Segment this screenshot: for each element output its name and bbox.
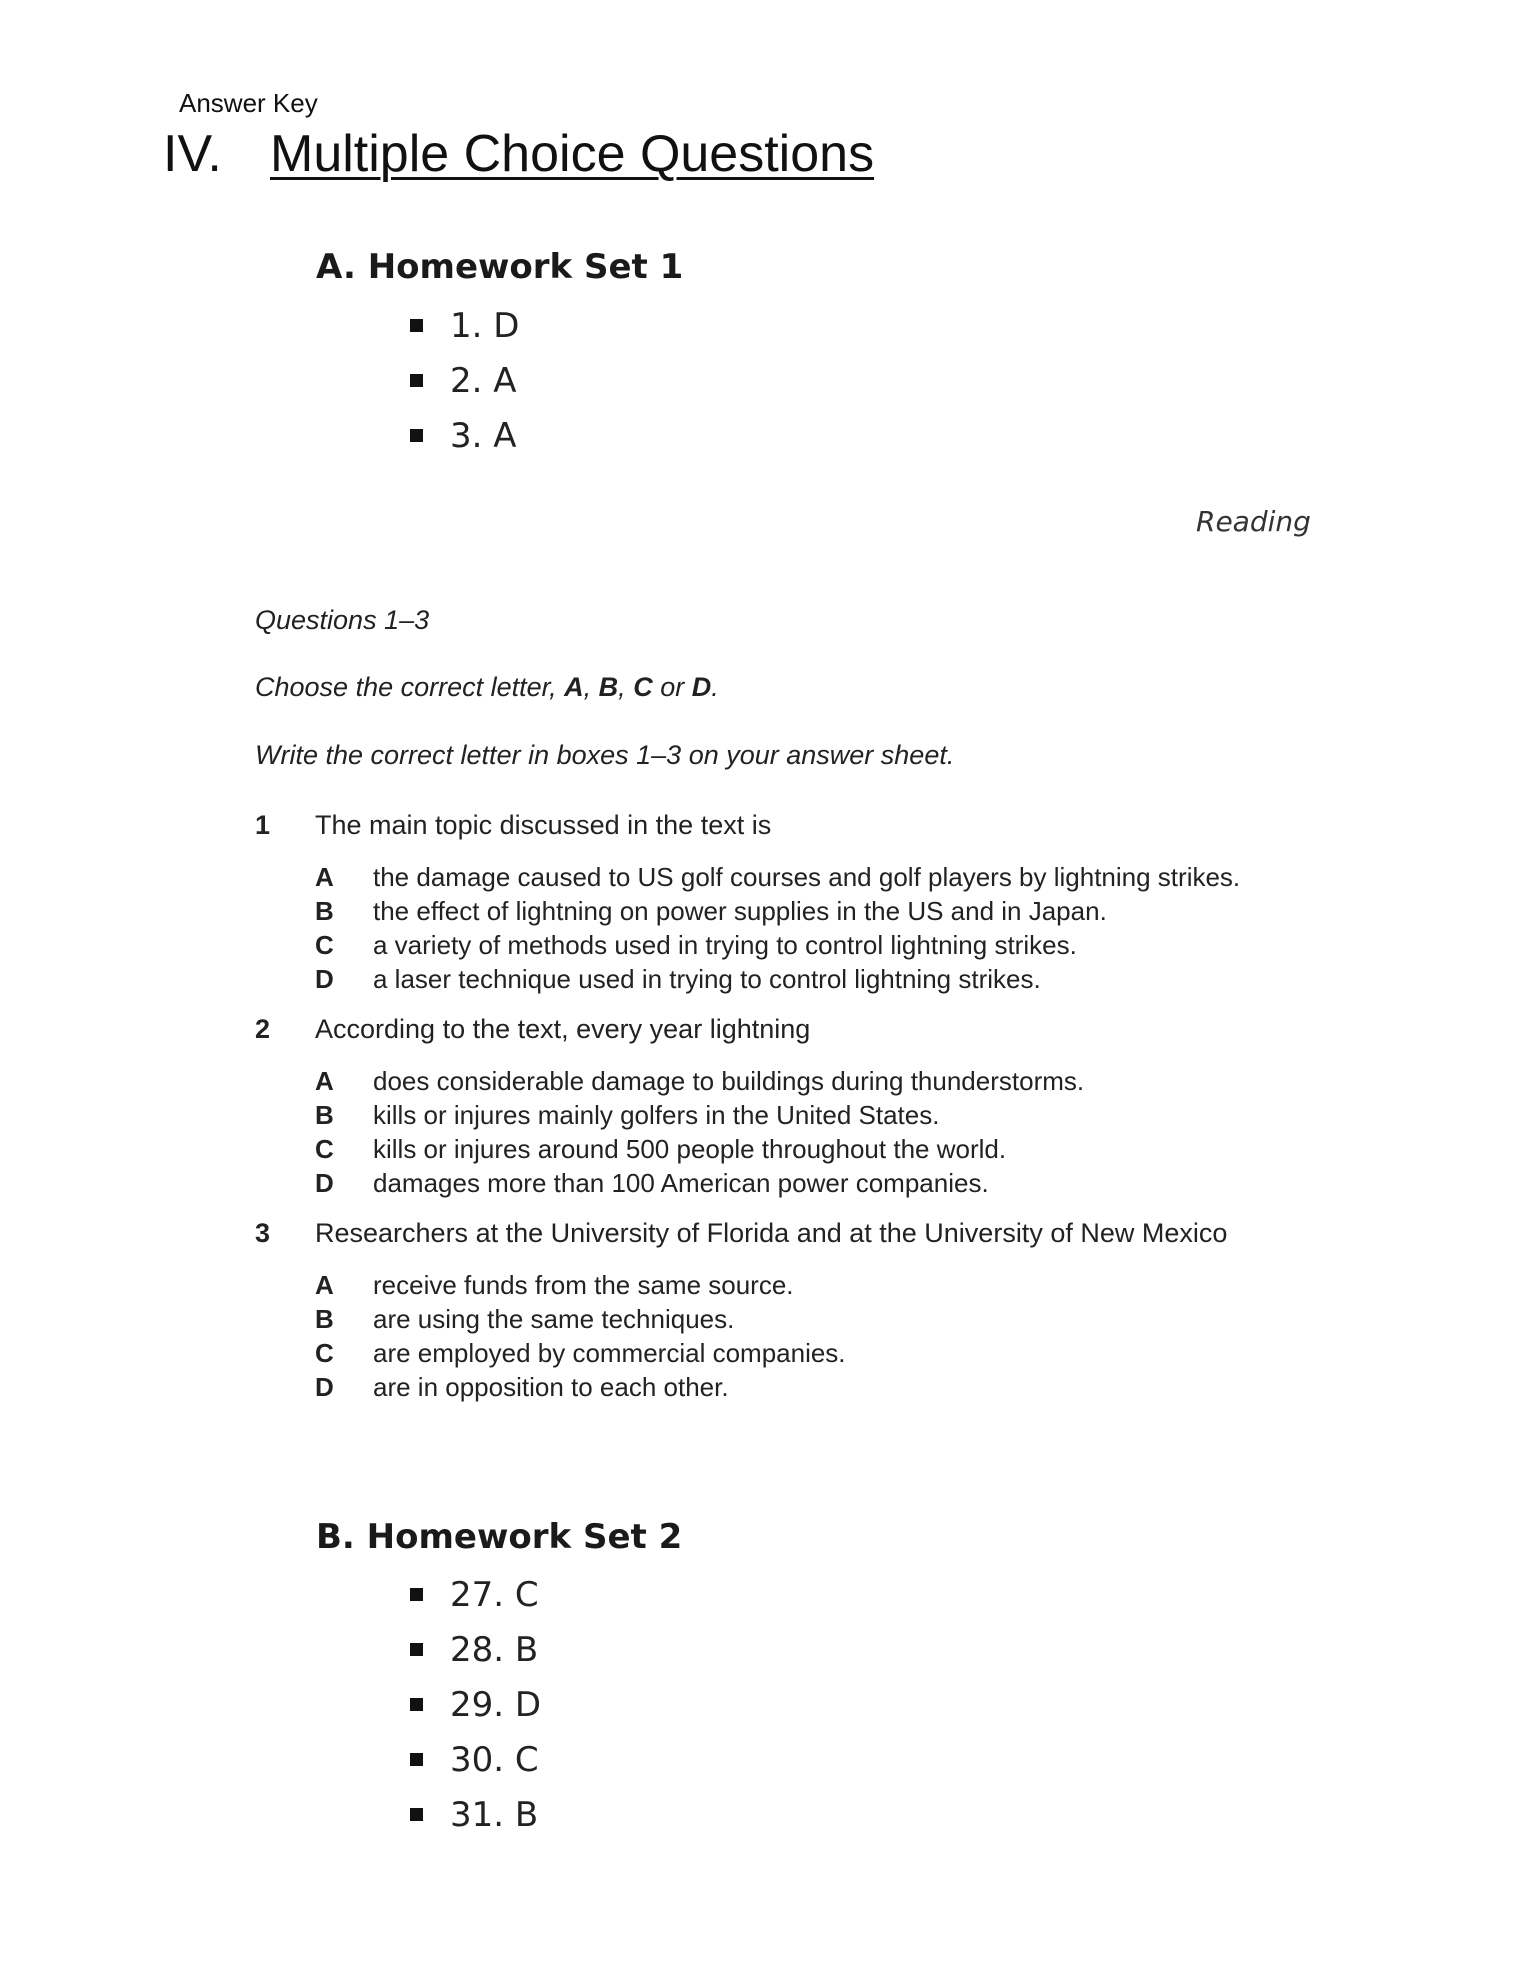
option-letter: D [315,1372,334,1402]
answer-text: 31. B [450,1794,539,1835]
set-a-heading: A. Homework Set 1 [316,247,684,287]
answer-item [410,1677,541,1732]
answer-text: 1. D [450,305,520,346]
set-b-answer-list [410,1567,541,1842]
option-text: kills or injures mainly golfers in the United States. [373,1100,940,1130]
option-letter: C [315,930,334,960]
option-letter: A [315,1270,334,1300]
option-letter: B [315,1304,334,1334]
question-number: 2 [255,1014,271,1044]
answer-item [410,353,519,408]
separator: . [711,672,719,702]
answer-item [410,298,519,353]
separator: , [618,672,634,702]
answer-text: 28. B [450,1629,539,1670]
question-number: 1 [255,810,271,840]
option-text: are in opposition to each other. [373,1372,729,1402]
answer-item [410,1622,541,1677]
option-letter: C [315,1134,334,1164]
option-letter: A [315,1066,334,1096]
option-text: kills or injures around 500 people throughout the world. [373,1134,1007,1164]
square-bullet-icon [410,1588,423,1601]
option-text: receive funds from the same source. [373,1270,794,1300]
instruction-choose [255,672,719,703]
option-text: the effect of lightning on power supplies in the US and in Japan. [373,896,1107,926]
option-text: a laser technique used in trying to control lightning strikes. [373,964,1041,994]
set-a-answer-list [410,298,519,463]
letter-d: D [691,672,712,702]
option-text: damages more than 100 American power companies. [373,1168,989,1198]
answer-key-label: Answer Key [179,88,318,118]
option-text: the damage caused to US golf courses and golf players by lightning strikes. [373,862,1241,892]
answer-text: 29. D [450,1684,542,1725]
option-letter: B [315,1100,334,1130]
square-bullet-icon [410,1643,423,1656]
set-b-heading: B. Homework Set 2 [316,1517,683,1557]
square-bullet-icon [410,374,423,387]
letter-a: A [564,672,584,702]
option-text: a variety of methods used in trying to control lightning strikes. [373,930,1077,960]
square-bullet-icon [410,429,423,442]
question-text: The main topic discussed in the text is [315,810,772,840]
option-text: are using the same techniques. [373,1304,735,1334]
answer-text: 2. A [450,360,517,401]
separator: or [652,672,692,702]
answer-item [410,408,519,463]
answer-item [410,1567,541,1622]
reading-label: Reading [1196,505,1311,538]
instruction-write: Write the correct letter in boxes 1–3 on your answer sheet. [255,740,955,770]
question-text: Researchers at the University of Florida and at the University of New Mexico [315,1218,1228,1248]
answer-text: 30. C [450,1739,539,1780]
answer-text: 3. A [450,415,517,456]
answer-text: 27. C [450,1574,539,1615]
option-letter: D [315,1168,334,1198]
option-letter: D [315,964,334,994]
option-text: are employed by commercial companies. [373,1338,846,1368]
instruction-text: Choose the correct letter, [255,672,565,702]
question-number: 3 [255,1218,271,1248]
separator: , [583,672,599,702]
option-text: does considerable damage to buildings during thunderstorms. [373,1066,1085,1096]
questions-range: Questions 1–3 [255,605,430,635]
section-number: IV. [163,125,222,183]
option-letter: B [315,896,334,926]
square-bullet-icon [410,1808,423,1821]
letter-c: C [633,672,653,702]
answer-item [410,1787,541,1842]
letter-b: B [598,672,619,702]
option-letter: C [315,1338,334,1368]
question-text: According to the text, every year lightning [315,1014,811,1044]
square-bullet-icon [410,319,423,332]
answer-item [410,1732,541,1787]
square-bullet-icon [410,1753,423,1766]
section-title: Multiple Choice Questions [270,125,875,183]
square-bullet-icon [410,1698,423,1711]
option-letter: A [315,862,334,892]
